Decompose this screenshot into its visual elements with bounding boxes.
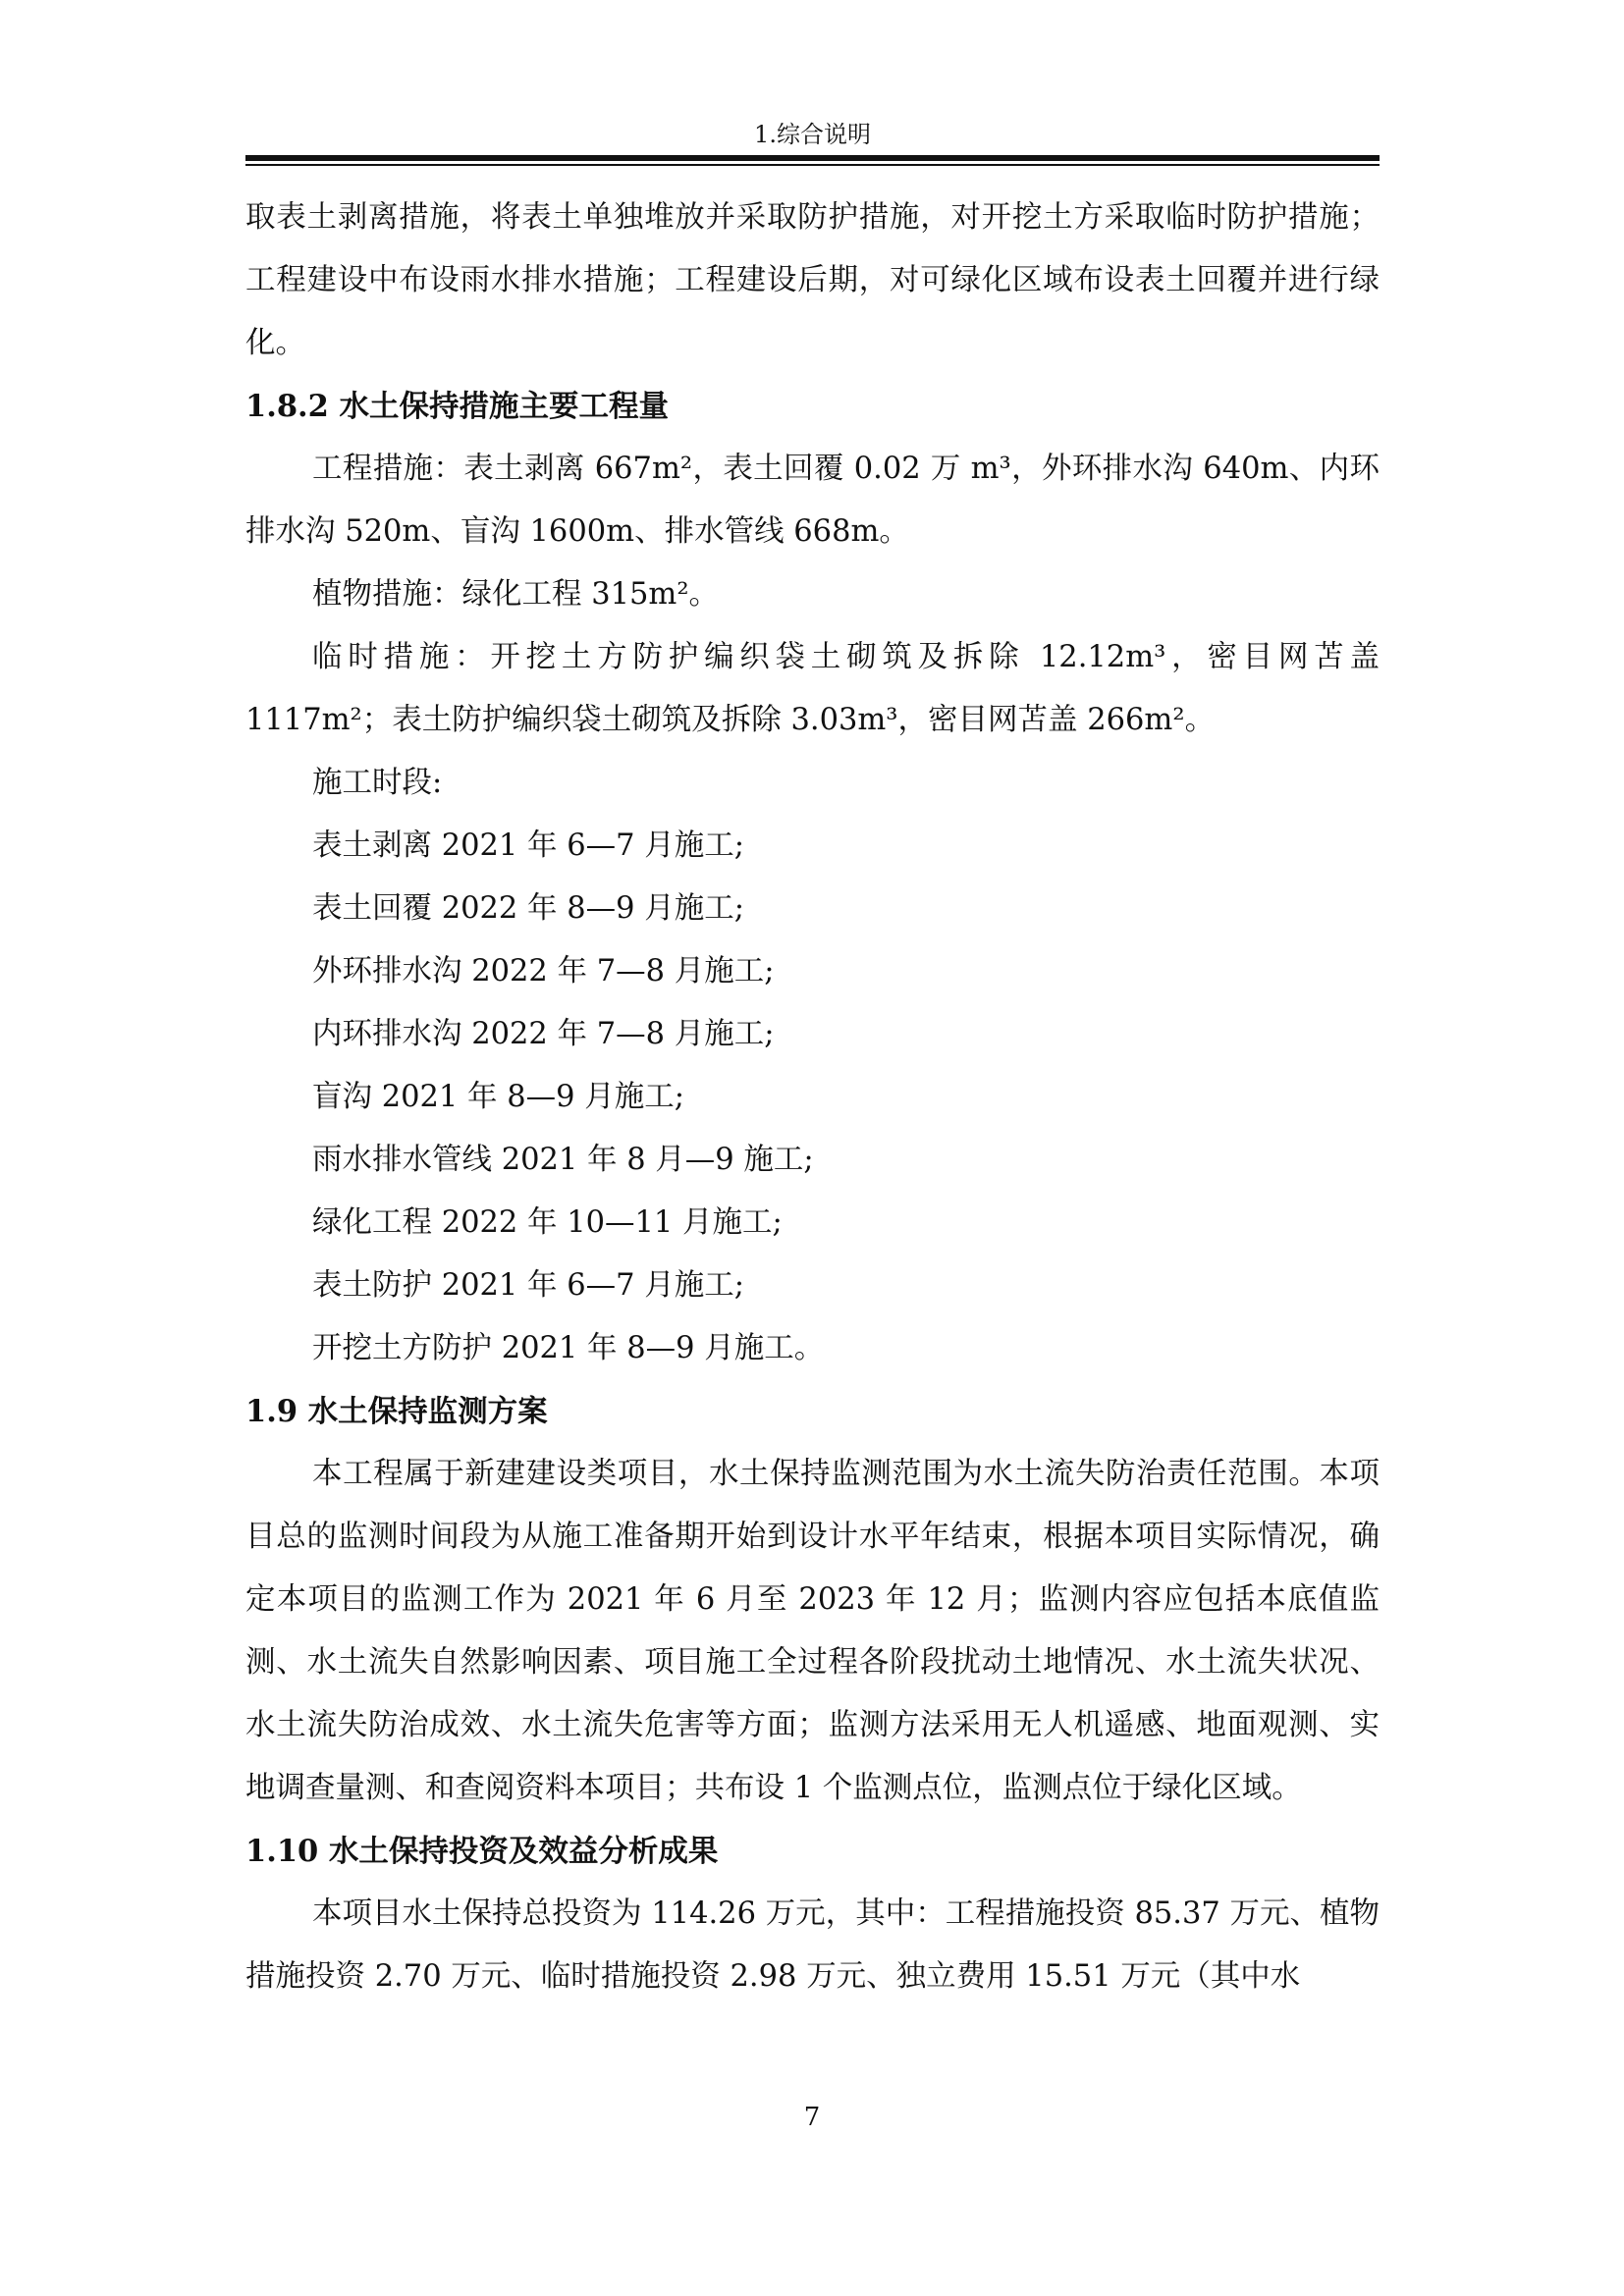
page-header: 1.综合说明 xyxy=(754,121,871,148)
schedule-item: 外环排水沟 2022 年 7—8 月施工; xyxy=(312,954,775,988)
heading-1-10: 1.10 水土保持投资及效益分析成果 xyxy=(245,1834,719,1869)
schedule-item: 盲沟 2021 年 8—9 月施工; xyxy=(312,1080,684,1114)
page-body xyxy=(245,187,1380,2008)
temporary-measures-paragraph: 临时措施：开挖土方防护编织袋土砌筑及拆除 12.12m³，密目网苫盖 1117m²；表土防护编织袋土砌筑及拆除 3.03m³，密目网苫盖 266m²。 xyxy=(245,640,1380,737)
schedule-title: 施工时段: xyxy=(312,766,443,800)
investment-paragraph: 本项目水土保持总投资为 114.26 万元，其中：工程措施投资 85.37 万元、植物措施投资 2.70 万元、临时措施投资 2.98 万元、独立费用 15.51 万元（其中水 xyxy=(245,1896,1380,1994)
continuation-paragraph: 取表土剥离措施，将表土单独堆放并采取防护措施，对开挖土方采取临时防护措施；工程建设中布设雨水排水措施；工程建设后期，对可绿化区域布设表土回覆并进行绿化。 xyxy=(245,200,1380,360)
heading-1-9: 1.9 水土保持监测方案 xyxy=(245,1394,548,1429)
page-number: 7 xyxy=(803,2103,821,2132)
schedule-item: 内环排水沟 2022 年 7—8 月施工; xyxy=(312,1017,775,1051)
monitoring-paragraph: 本工程属于新建建设类项目，水土保持监测范围为水土流失防治责任范围。本项目总的监测时间段为从施工准备期开始到设计水平年结束，根据本项目实际情况，确定本项目的监测工作为 2021 年 6 月至 2023 年 12 月；监测内容应包括本底值监测、水土流失自然影响因素、项目施工全过程各阶段扰动土地情况、水土流失状况、水土流失防治成效、水土流失危害等方面；监测方法采用无人机遥感、地面观测、实地调查量测、和查阅资料本项目；共布设 1 个监测点位，监测点位于绿化区域。 xyxy=(245,1457,1380,1805)
schedule-item: 表土剥离 2021 年 6—7 月施工; xyxy=(312,828,744,863)
plant-measures-paragraph: 植物措施：绿化工程 315m²。 xyxy=(312,577,720,612)
engineering-measures-paragraph: 工程措施：表土剥离 667m²，表土回覆 0.02 万 m³，外环排水沟 640m、内环排水沟 520m、盲沟 1600m、排水管线 668m。 xyxy=(245,452,1380,549)
schedule-item: 开挖土方防护 2021 年 8—9 月施工。 xyxy=(312,1331,825,1365)
schedule-item: 表土回覆 2022 年 8—9 月施工; xyxy=(312,891,744,926)
header-rule-thick xyxy=(245,155,1380,161)
schedule-item: 表土防护 2021 年 6—7 月施工; xyxy=(312,1268,744,1303)
schedule-item: 雨水排水管线 2021 年 8 月—9 施工; xyxy=(312,1143,814,1177)
heading-1-8-2: 1.8.2 水土保持措施主要工程量 xyxy=(245,389,670,424)
header-rule-thin xyxy=(245,164,1380,166)
schedule-item: 绿化工程 2022 年 10—11 月施工; xyxy=(312,1205,783,1240)
